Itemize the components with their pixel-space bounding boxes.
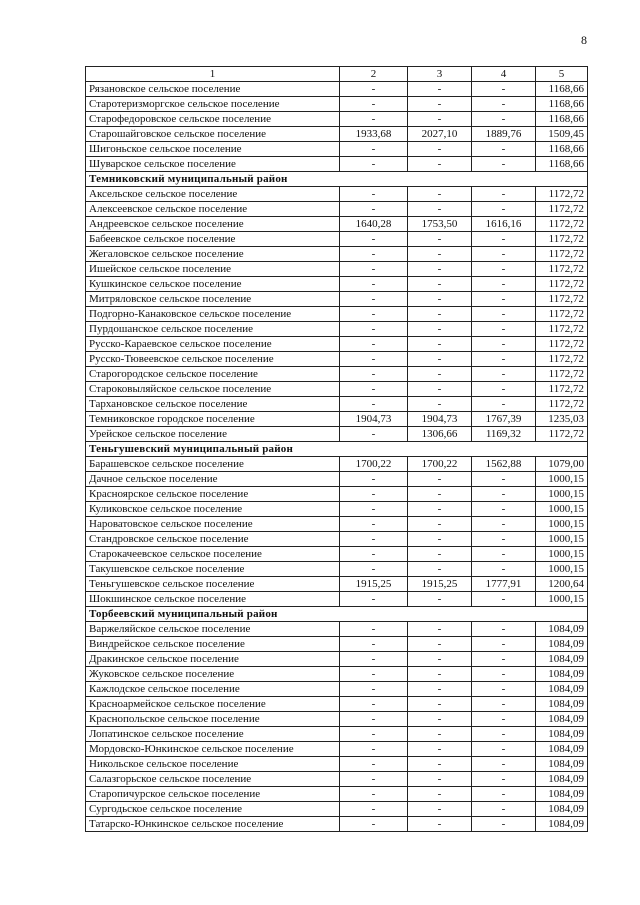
- value-col-5: 1084,09: [536, 667, 588, 682]
- value-col-2: -: [340, 772, 408, 787]
- value-col-4: -: [472, 622, 536, 637]
- value-col-2: -: [340, 667, 408, 682]
- settlement-name: Мордовско-Юнкинское сельское поселение: [86, 742, 340, 757]
- value-col-3: -: [408, 382, 472, 397]
- settlement-name: Русско-Караевское сельское поселение: [86, 337, 340, 352]
- value-col-3: -: [408, 562, 472, 577]
- value-col-5: 1172,72: [536, 187, 588, 202]
- value-col-4: 1767,39: [472, 412, 536, 427]
- value-col-4: -: [472, 727, 536, 742]
- value-col-3: -: [408, 532, 472, 547]
- settlement-name: Старофедоровское сельское поселение: [86, 112, 340, 127]
- settlement-name: Алексеевское сельское поселение: [86, 202, 340, 217]
- value-col-5: 1000,15: [536, 562, 588, 577]
- table-row: [86, 517, 588, 532]
- value-col-3: -: [408, 487, 472, 502]
- value-col-5: 1172,72: [536, 322, 588, 337]
- value-col-5: 1172,72: [536, 397, 588, 412]
- settlement-name: Темниковское городское поселение: [86, 412, 340, 427]
- table-row: [86, 562, 588, 577]
- settlement-name: Старопичурское сельское поселение: [86, 787, 340, 802]
- value-col-3: -: [408, 712, 472, 727]
- value-col-2: -: [340, 517, 408, 532]
- value-col-3: -: [408, 547, 472, 562]
- value-col-3: -: [408, 637, 472, 652]
- value-col-5: 1084,09: [536, 727, 588, 742]
- page-number: 8: [581, 33, 587, 47]
- value-col-5: 1084,09: [536, 817, 588, 832]
- value-col-4: -: [472, 142, 536, 157]
- value-col-2: -: [340, 502, 408, 517]
- table-row: [86, 292, 588, 307]
- value-col-4: -: [472, 112, 536, 127]
- table-row: [86, 277, 588, 292]
- value-col-4: 1169,32: [472, 427, 536, 442]
- value-col-3: -: [408, 667, 472, 682]
- value-col-3: -: [408, 697, 472, 712]
- settlement-name: Жуковское сельское поселение: [86, 667, 340, 682]
- value-col-4: -: [472, 652, 536, 667]
- value-col-2: -: [340, 742, 408, 757]
- value-col-5: 1172,72: [536, 232, 588, 247]
- table-row: [86, 217, 588, 232]
- value-col-4: -: [472, 637, 536, 652]
- value-col-4: -: [472, 277, 536, 292]
- settlement-name: Красноярское сельское поселение: [86, 487, 340, 502]
- value-col-3: -: [408, 262, 472, 277]
- settlement-name: Дракинское сельское поселение: [86, 652, 340, 667]
- value-col-5: 1200,64: [536, 577, 588, 592]
- table-row: [86, 82, 588, 97]
- table-row: [86, 712, 588, 727]
- value-col-3: 1700,22: [408, 457, 472, 472]
- value-col-4: -: [472, 787, 536, 802]
- value-col-4: -: [472, 187, 536, 202]
- value-col-3: -: [408, 112, 472, 127]
- settlement-name: Варжеляйское сельское поселение: [86, 622, 340, 637]
- value-col-5: 1084,09: [536, 697, 588, 712]
- value-col-4: -: [472, 592, 536, 607]
- table-row: [86, 157, 588, 172]
- value-col-2: 1933,68: [340, 127, 408, 142]
- value-col-4: -: [472, 757, 536, 772]
- settlement-name: Дачное сельское поселение: [86, 472, 340, 487]
- district-section-row: [86, 172, 588, 187]
- settlement-name: Тархановское сельское поселение: [86, 397, 340, 412]
- value-col-2: -: [340, 472, 408, 487]
- table-row: [86, 337, 588, 352]
- value-col-4: -: [472, 532, 536, 547]
- table-row: [86, 322, 588, 337]
- value-col-2: -: [340, 382, 408, 397]
- value-col-4: -: [472, 97, 536, 112]
- value-col-4: -: [472, 292, 536, 307]
- value-col-3: -: [408, 142, 472, 157]
- value-col-4: -: [472, 517, 536, 532]
- value-col-5: 1168,66: [536, 82, 588, 97]
- settlement-name: Шигоньское сельское поселение: [86, 142, 340, 157]
- value-col-5: 1084,09: [536, 712, 588, 727]
- header-row: [86, 67, 588, 82]
- settlement-name: Бабеевское сельское поселение: [86, 232, 340, 247]
- settlement-name: Салазгорьское сельское поселение: [86, 772, 340, 787]
- value-col-5: 1509,45: [536, 127, 588, 142]
- value-col-2: -: [340, 367, 408, 382]
- value-col-2: -: [340, 727, 408, 742]
- settlement-name: Аксельское сельское поселение: [86, 187, 340, 202]
- value-col-4: -: [472, 157, 536, 172]
- value-col-3: -: [408, 157, 472, 172]
- settlement-name: Стандровское сельское поселение: [86, 532, 340, 547]
- table-row: [86, 622, 588, 637]
- value-col-2: -: [340, 262, 408, 277]
- table-row: [86, 187, 588, 202]
- value-col-2: -: [340, 337, 408, 352]
- settlement-name: Ишейское сельское поселение: [86, 262, 340, 277]
- value-col-2: -: [340, 277, 408, 292]
- value-col-2: -: [340, 487, 408, 502]
- value-col-5: 1168,66: [536, 157, 588, 172]
- value-col-2: -: [340, 817, 408, 832]
- value-col-3: -: [408, 97, 472, 112]
- value-col-4: -: [472, 382, 536, 397]
- table-row: [86, 367, 588, 382]
- table-row: [86, 637, 588, 652]
- value-col-2: -: [340, 622, 408, 637]
- value-col-2: -: [340, 142, 408, 157]
- table-row: [86, 142, 588, 157]
- value-col-2: 1640,28: [340, 217, 408, 232]
- settlement-name: Барашевское сельское поселение: [86, 457, 340, 472]
- value-col-2: -: [340, 112, 408, 127]
- settlement-name: Краснопольское сельское поселение: [86, 712, 340, 727]
- settlement-name: Татарско-Юнкинское сельское поселение: [86, 817, 340, 832]
- value-col-2: -: [340, 232, 408, 247]
- value-col-2: -: [340, 652, 408, 667]
- table-row: [86, 352, 588, 367]
- table-row: [86, 817, 588, 832]
- table-row: [86, 592, 588, 607]
- value-col-2: -: [340, 787, 408, 802]
- table-row: [86, 667, 588, 682]
- value-col-4: -: [472, 337, 536, 352]
- value-col-5: 1000,15: [536, 517, 588, 532]
- value-col-5: 1172,72: [536, 352, 588, 367]
- value-col-5: 1084,09: [536, 637, 588, 652]
- table-row: [86, 202, 588, 217]
- settlement-name: Подгорно-Канаковское сельское поселение: [86, 307, 340, 322]
- value-col-4: -: [472, 232, 536, 247]
- value-col-3: -: [408, 622, 472, 637]
- settlement-name: Андреевское сельское поселение: [86, 217, 340, 232]
- settlement-name: Старогородское сельское поселение: [86, 367, 340, 382]
- settlement-name: Куликовское сельское поселение: [86, 502, 340, 517]
- table-row: [86, 247, 588, 262]
- value-col-4: -: [472, 247, 536, 262]
- column-header: 3: [408, 67, 472, 82]
- value-col-2: -: [340, 157, 408, 172]
- value-col-4: -: [472, 802, 536, 817]
- value-col-2: -: [340, 637, 408, 652]
- value-col-5: 1000,15: [536, 547, 588, 562]
- value-col-3: -: [408, 802, 472, 817]
- value-col-2: -: [340, 247, 408, 262]
- table-row: [86, 97, 588, 112]
- district-section-row: [86, 607, 588, 622]
- value-col-3: -: [408, 202, 472, 217]
- value-col-5: 1172,72: [536, 427, 588, 442]
- value-col-3: -: [408, 277, 472, 292]
- value-col-5: 1084,09: [536, 787, 588, 802]
- value-col-5: 1000,15: [536, 472, 588, 487]
- value-col-2: -: [340, 292, 408, 307]
- table-row: [86, 112, 588, 127]
- value-col-2: -: [340, 532, 408, 547]
- table-row: [86, 802, 588, 817]
- table-row: [86, 787, 588, 802]
- value-col-3: -: [408, 337, 472, 352]
- value-col-4: -: [472, 712, 536, 727]
- value-col-5: 1172,72: [536, 262, 588, 277]
- value-col-5: 1172,72: [536, 367, 588, 382]
- value-col-4: -: [472, 307, 536, 322]
- value-col-3: -: [408, 322, 472, 337]
- value-col-3: -: [408, 307, 472, 322]
- value-col-4: -: [472, 547, 536, 562]
- column-header: 2: [340, 67, 408, 82]
- table-row: [86, 697, 588, 712]
- value-col-5: 1172,72: [536, 382, 588, 397]
- value-col-5: 1000,15: [536, 502, 588, 517]
- settlement-name: Сургодьское сельское поселение: [86, 802, 340, 817]
- value-col-5: 1172,72: [536, 277, 588, 292]
- value-col-3: 1306,66: [408, 427, 472, 442]
- value-col-4: 1562,88: [472, 457, 536, 472]
- value-col-5: 1172,72: [536, 337, 588, 352]
- value-col-3: -: [408, 367, 472, 382]
- value-col-5: 1084,09: [536, 772, 588, 787]
- value-col-3: -: [408, 727, 472, 742]
- district-name: Торбеевский муниципальный район: [86, 607, 588, 622]
- table-row: [86, 772, 588, 787]
- table-row: [86, 427, 588, 442]
- table-row: [86, 397, 588, 412]
- value-col-3: -: [408, 517, 472, 532]
- value-col-2: -: [340, 82, 408, 97]
- value-col-2: -: [340, 757, 408, 772]
- table-row: [86, 472, 588, 487]
- value-col-3: -: [408, 397, 472, 412]
- table-row: [86, 412, 588, 427]
- value-col-3: 2027,10: [408, 127, 472, 142]
- value-col-3: -: [408, 772, 472, 787]
- settlement-name: Жегаловское сельское поселение: [86, 247, 340, 262]
- value-col-2: -: [340, 592, 408, 607]
- value-col-2: -: [340, 547, 408, 562]
- value-col-4: 1777,91: [472, 577, 536, 592]
- table-row: [86, 502, 588, 517]
- table-row: [86, 532, 588, 547]
- value-col-5: 1000,15: [536, 532, 588, 547]
- table-row: [86, 682, 588, 697]
- value-col-4: -: [472, 322, 536, 337]
- settlement-name: Красноармейское сельское поселение: [86, 697, 340, 712]
- value-col-4: 1889,76: [472, 127, 536, 142]
- value-col-5: 1172,72: [536, 292, 588, 307]
- value-col-3: -: [408, 592, 472, 607]
- settlement-name: Русско-Тювеевское сельское поселение: [86, 352, 340, 367]
- value-col-4: -: [472, 742, 536, 757]
- value-col-5: 1168,66: [536, 97, 588, 112]
- value-col-4: -: [472, 202, 536, 217]
- settlement-name: Лопатинское сельское поселение: [86, 727, 340, 742]
- value-col-5: 1084,09: [536, 802, 588, 817]
- settlement-name: Кушкинское сельское поселение: [86, 277, 340, 292]
- value-col-3: -: [408, 817, 472, 832]
- value-col-3: -: [408, 652, 472, 667]
- value-col-4: -: [472, 82, 536, 97]
- value-col-4: -: [472, 397, 536, 412]
- settlement-name: Староковыляйское сельское поселение: [86, 382, 340, 397]
- value-col-3: -: [408, 787, 472, 802]
- table-row: [86, 742, 588, 757]
- settlement-name: Нароватовское сельское поселение: [86, 517, 340, 532]
- settlement-name: Пурдошанское сельское поселение: [86, 322, 340, 337]
- table-row: [86, 727, 588, 742]
- value-col-4: 1616,16: [472, 217, 536, 232]
- column-header: 5: [536, 67, 588, 82]
- settlement-name: Рязановское сельское поселение: [86, 82, 340, 97]
- value-col-3: -: [408, 232, 472, 247]
- table-row: [86, 382, 588, 397]
- value-col-5: 1168,66: [536, 112, 588, 127]
- value-col-3: 1915,25: [408, 577, 472, 592]
- value-col-5: 1000,15: [536, 592, 588, 607]
- table-row: [86, 757, 588, 772]
- table-row: [86, 577, 588, 592]
- value-col-5: 1000,15: [536, 487, 588, 502]
- value-col-3: 1904,73: [408, 412, 472, 427]
- value-col-2: 1915,25: [340, 577, 408, 592]
- value-col-2: -: [340, 697, 408, 712]
- value-col-4: -: [472, 502, 536, 517]
- value-col-2: -: [340, 682, 408, 697]
- settlement-name: Шуварское сельское поселение: [86, 157, 340, 172]
- value-col-3: -: [408, 757, 472, 772]
- value-col-2: -: [340, 562, 408, 577]
- value-col-4: -: [472, 682, 536, 697]
- value-col-4: -: [472, 367, 536, 382]
- data-table: [85, 66, 588, 832]
- value-col-5: 1084,09: [536, 757, 588, 772]
- settlement-name: Теньгушевское сельское поселение: [86, 577, 340, 592]
- value-col-3: -: [408, 472, 472, 487]
- settlement-name: Старокачеевское сельское поселение: [86, 547, 340, 562]
- value-col-4: -: [472, 472, 536, 487]
- value-col-2: -: [340, 352, 408, 367]
- value-col-5: 1172,72: [536, 307, 588, 322]
- value-col-2: -: [340, 802, 408, 817]
- value-col-2: -: [340, 427, 408, 442]
- table-row: [86, 547, 588, 562]
- value-col-3: -: [408, 247, 472, 262]
- settlement-name: Шокшинское сельское поселение: [86, 592, 340, 607]
- value-col-2: -: [340, 397, 408, 412]
- value-col-5: 1084,09: [536, 622, 588, 637]
- value-col-5: 1084,09: [536, 652, 588, 667]
- table-row: [86, 262, 588, 277]
- district-name: Теньгушевский муниципальный район: [86, 442, 588, 457]
- value-col-3: 1753,50: [408, 217, 472, 232]
- settlement-name: Никольское сельское поселение: [86, 757, 340, 772]
- value-col-3: -: [408, 682, 472, 697]
- value-col-5: 1168,66: [536, 142, 588, 157]
- value-col-3: -: [408, 502, 472, 517]
- table-row: [86, 127, 588, 142]
- value-col-4: -: [472, 562, 536, 577]
- value-col-5: 1079,00: [536, 457, 588, 472]
- value-col-5: 1172,72: [536, 217, 588, 232]
- table-row: [86, 307, 588, 322]
- value-col-3: -: [408, 352, 472, 367]
- value-col-3: -: [408, 187, 472, 202]
- value-col-2: -: [340, 712, 408, 727]
- value-col-2: 1700,22: [340, 457, 408, 472]
- value-col-4: -: [472, 352, 536, 367]
- table-row: [86, 232, 588, 247]
- settlement-name: Урейское сельское поселение: [86, 427, 340, 442]
- value-col-5: 1084,09: [536, 742, 588, 757]
- value-col-4: -: [472, 697, 536, 712]
- value-col-2: -: [340, 307, 408, 322]
- value-col-4: -: [472, 667, 536, 682]
- district-name: Темниковский муниципальный район: [86, 172, 588, 187]
- value-col-2: 1904,73: [340, 412, 408, 427]
- settlement-name: Такушевское сельское поселение: [86, 562, 340, 577]
- table-row: [86, 652, 588, 667]
- value-col-2: -: [340, 202, 408, 217]
- settlement-name: Виндрейское сельское поселение: [86, 637, 340, 652]
- value-col-5: 1172,72: [536, 247, 588, 262]
- settlement-name: Кажлодское сельское поселение: [86, 682, 340, 697]
- table-body: [86, 67, 588, 832]
- value-col-3: -: [408, 292, 472, 307]
- value-col-4: -: [472, 262, 536, 277]
- settlement-name: Старошайговское сельское поселение: [86, 127, 340, 142]
- value-col-2: -: [340, 97, 408, 112]
- settlement-name: Старотеризморгское сельское поселение: [86, 97, 340, 112]
- value-col-5: 1235,03: [536, 412, 588, 427]
- value-col-4: -: [472, 817, 536, 832]
- value-col-4: -: [472, 487, 536, 502]
- column-header: 4: [472, 67, 536, 82]
- value-col-2: -: [340, 322, 408, 337]
- value-col-5: 1172,72: [536, 202, 588, 217]
- value-col-2: -: [340, 187, 408, 202]
- column-header: 1: [86, 67, 340, 82]
- value-col-3: -: [408, 742, 472, 757]
- table-row: [86, 487, 588, 502]
- district-section-row: [86, 442, 588, 457]
- settlement-name: Митряловское сельское поселение: [86, 292, 340, 307]
- value-col-3: -: [408, 82, 472, 97]
- value-col-5: 1084,09: [536, 682, 588, 697]
- value-col-4: -: [472, 772, 536, 787]
- table-row: [86, 457, 588, 472]
